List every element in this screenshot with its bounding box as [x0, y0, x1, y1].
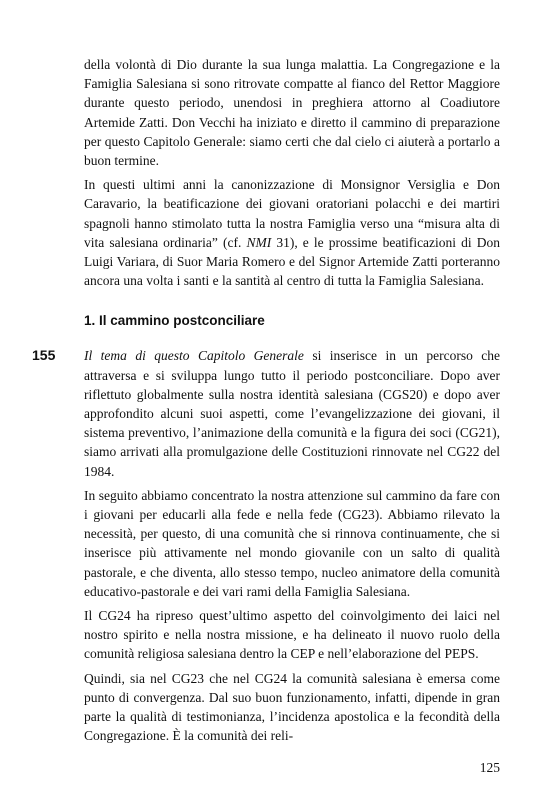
- paragraph-intro-2-text-b: 31), e le prossime beatificazioni di Don Luigi Variara, di Suor Maria Romero e del Signor Artemide Zatti porteranno ancora una volta i santi e la santità al centro di tutta la Famiglia Salesiana.: [84, 234, 501, 289]
- paragraph-intro-1: della volontà di Dio durante la sua lunga malattia. La Congregazione e la Famiglia Salesiana si sono ritrovate compatte al fianco del Rettor Maggiore durante questo periodo, unendosi in preghiera attorno al Coadiutore Artemide Zatti. Don Vecchi ha iniziato e diretto il cammino di preparazione per questo Capitolo Generale: siamo certi che dal cielo ci aiuterà a portarlo a buon termine.: [84, 57, 500, 169]
- paragraph-cg24: Il CG24 ha ripreso quest’ultimo aspetto del coinvolgimento dei laici nel nostro spirito e nella nostra missione, e ha delineato il nuovo ruolo della comunità religiosa salesiana dentro la CEP e nell’elaborazione del PEPS.: [84, 608, 500, 662]
- paragraph-155: [32, 346, 500, 480]
- paragraph-cg23: In seguito abbiamo concentrato la nostra attenzione sul cammino da fare con i giovani per educarli alla fede e nella fede (CG23). Abbiamo rilevato la necessità, per questo, di una comunità che si rinnova continuamente, che si inserisce più attivamente nel mondo giovanile con un salto di qualità pastorale, e che diventa, allo stesso tempo, nucleo animatore della comunità educativo-pastorale e dei vari rami della Famiglia Salesiana.: [84, 487, 500, 599]
- paragraph-convergence: Quindi, sia nel CG23 che nel CG24 la comunità salesiana è emersa come punto di convergenza. Dal suo buon funzionamento, infatti, dipende in gran parte la qualità di testimonianza, l’incidenza apostolica e la fecondità della Congregazione. È la comunità dei reli-: [84, 670, 500, 744]
- paragraph-intro-2-text-a: In questi ultimi anni la canonizzazione di Monsignor Versiglia e Don Caravario, la beatificazione dei giovani oratoriani polacchi e dei martiri spagnoli hanno stimolato tutta la nostra Famiglia verso una “misura alta di vita salesiana ordinaria” (cf.: [84, 177, 500, 250]
- paragraph-155-text: si inserisce in un percorso che attraversa e si sviluppa lungo tutto il periodo postconciliare. Dopo aver riflettuto globalmente sulla nostra identità salesiana (CGS20) e dopo aver approfondito alcuni suoi aspetti, come l’evangelizzazione dei giovani, il sistema preventivo, l’animazione della comunità e la figura dei soci (CG21), siamo arrivati alla promulgazione delle Costituzioni rinnovate nel CG22 del 1984.: [84, 348, 500, 479]
- margin-paragraph-number: 155: [32, 347, 56, 364]
- text-column: [32, 55, 501, 751]
- page-number: 125: [479, 760, 500, 775]
- paragraph-155-italic-lead: Il tema di questo Capitolo Generale: [84, 348, 304, 364]
- nmi-citation: NMI: [246, 234, 272, 250]
- paragraph-intro-2: [84, 175, 500, 290]
- section-heading: 1. Il cammino postconciliare: [84, 313, 265, 329]
